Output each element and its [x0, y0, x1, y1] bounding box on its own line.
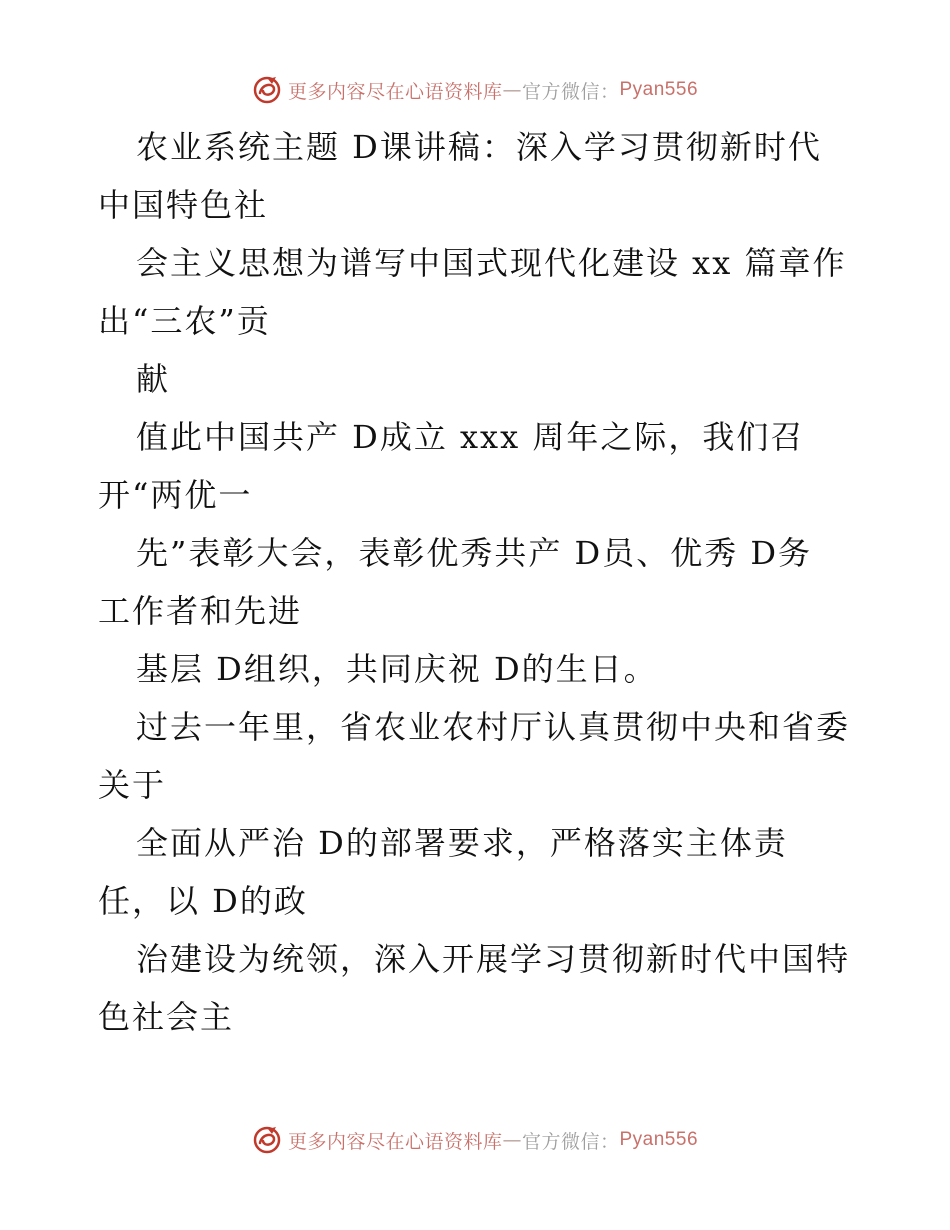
text-line: 色社会主 [98, 998, 235, 1036]
banner-site-text: 更多内容尽在心语资料库 [287, 80, 503, 103]
banner-dash: — [502, 1129, 522, 1151]
text-line: 任，以 D的政 [98, 882, 308, 920]
text-line: 献 [136, 360, 171, 398]
text-line: 出“三农”贡 [98, 302, 271, 340]
text-line: 工作者和先进 [98, 592, 303, 630]
banner-wechat-id: Pyan556 [619, 1129, 699, 1150]
banner-wechat-label: 官方微信： [521, 1130, 620, 1153]
footer-banner [0, 1120, 950, 1160]
banner-dash: — [502, 79, 522, 101]
text-line: 过去一年里，省农业农村厅认真贯彻中央和省委 [136, 708, 851, 746]
text-line: 先”表彰大会，表彰优秀共产 D员、优秀 D务 [136, 534, 813, 572]
red-swirl-logo-icon [252, 1125, 282, 1155]
text-line: 会主义思想为谱写中国式现代化建设 xx 篇章作 [136, 244, 847, 282]
text-line: 全面从严治 D的部署要求，严格落实主体责 [136, 824, 788, 862]
text-line: 中国特色社 [98, 186, 269, 224]
text-line: 开“两优一 [98, 476, 253, 514]
red-swirl-logo-icon [252, 75, 282, 105]
text-line: 农业系统主题 D课讲稿：深入学习贯彻新时代 [136, 128, 822, 166]
text-line: 值此中国共产 D成立 xxx 周年之际，我们召 [136, 418, 805, 456]
banner-wechat-label: 官方微信： [521, 80, 620, 103]
text-line: 关于 [98, 766, 167, 804]
header-banner [0, 70, 950, 110]
text-line: 治建设为统领，深入开展学习贯彻新时代中国特 [136, 940, 851, 978]
banner-site-text: 更多内容尽在心语资料库 [287, 1130, 503, 1153]
document-body [98, 118, 858, 1046]
banner-wechat-id: Pyan556 [619, 79, 699, 100]
text-line: 基层 D组织，共同庆祝 D的生日。 [136, 650, 658, 688]
